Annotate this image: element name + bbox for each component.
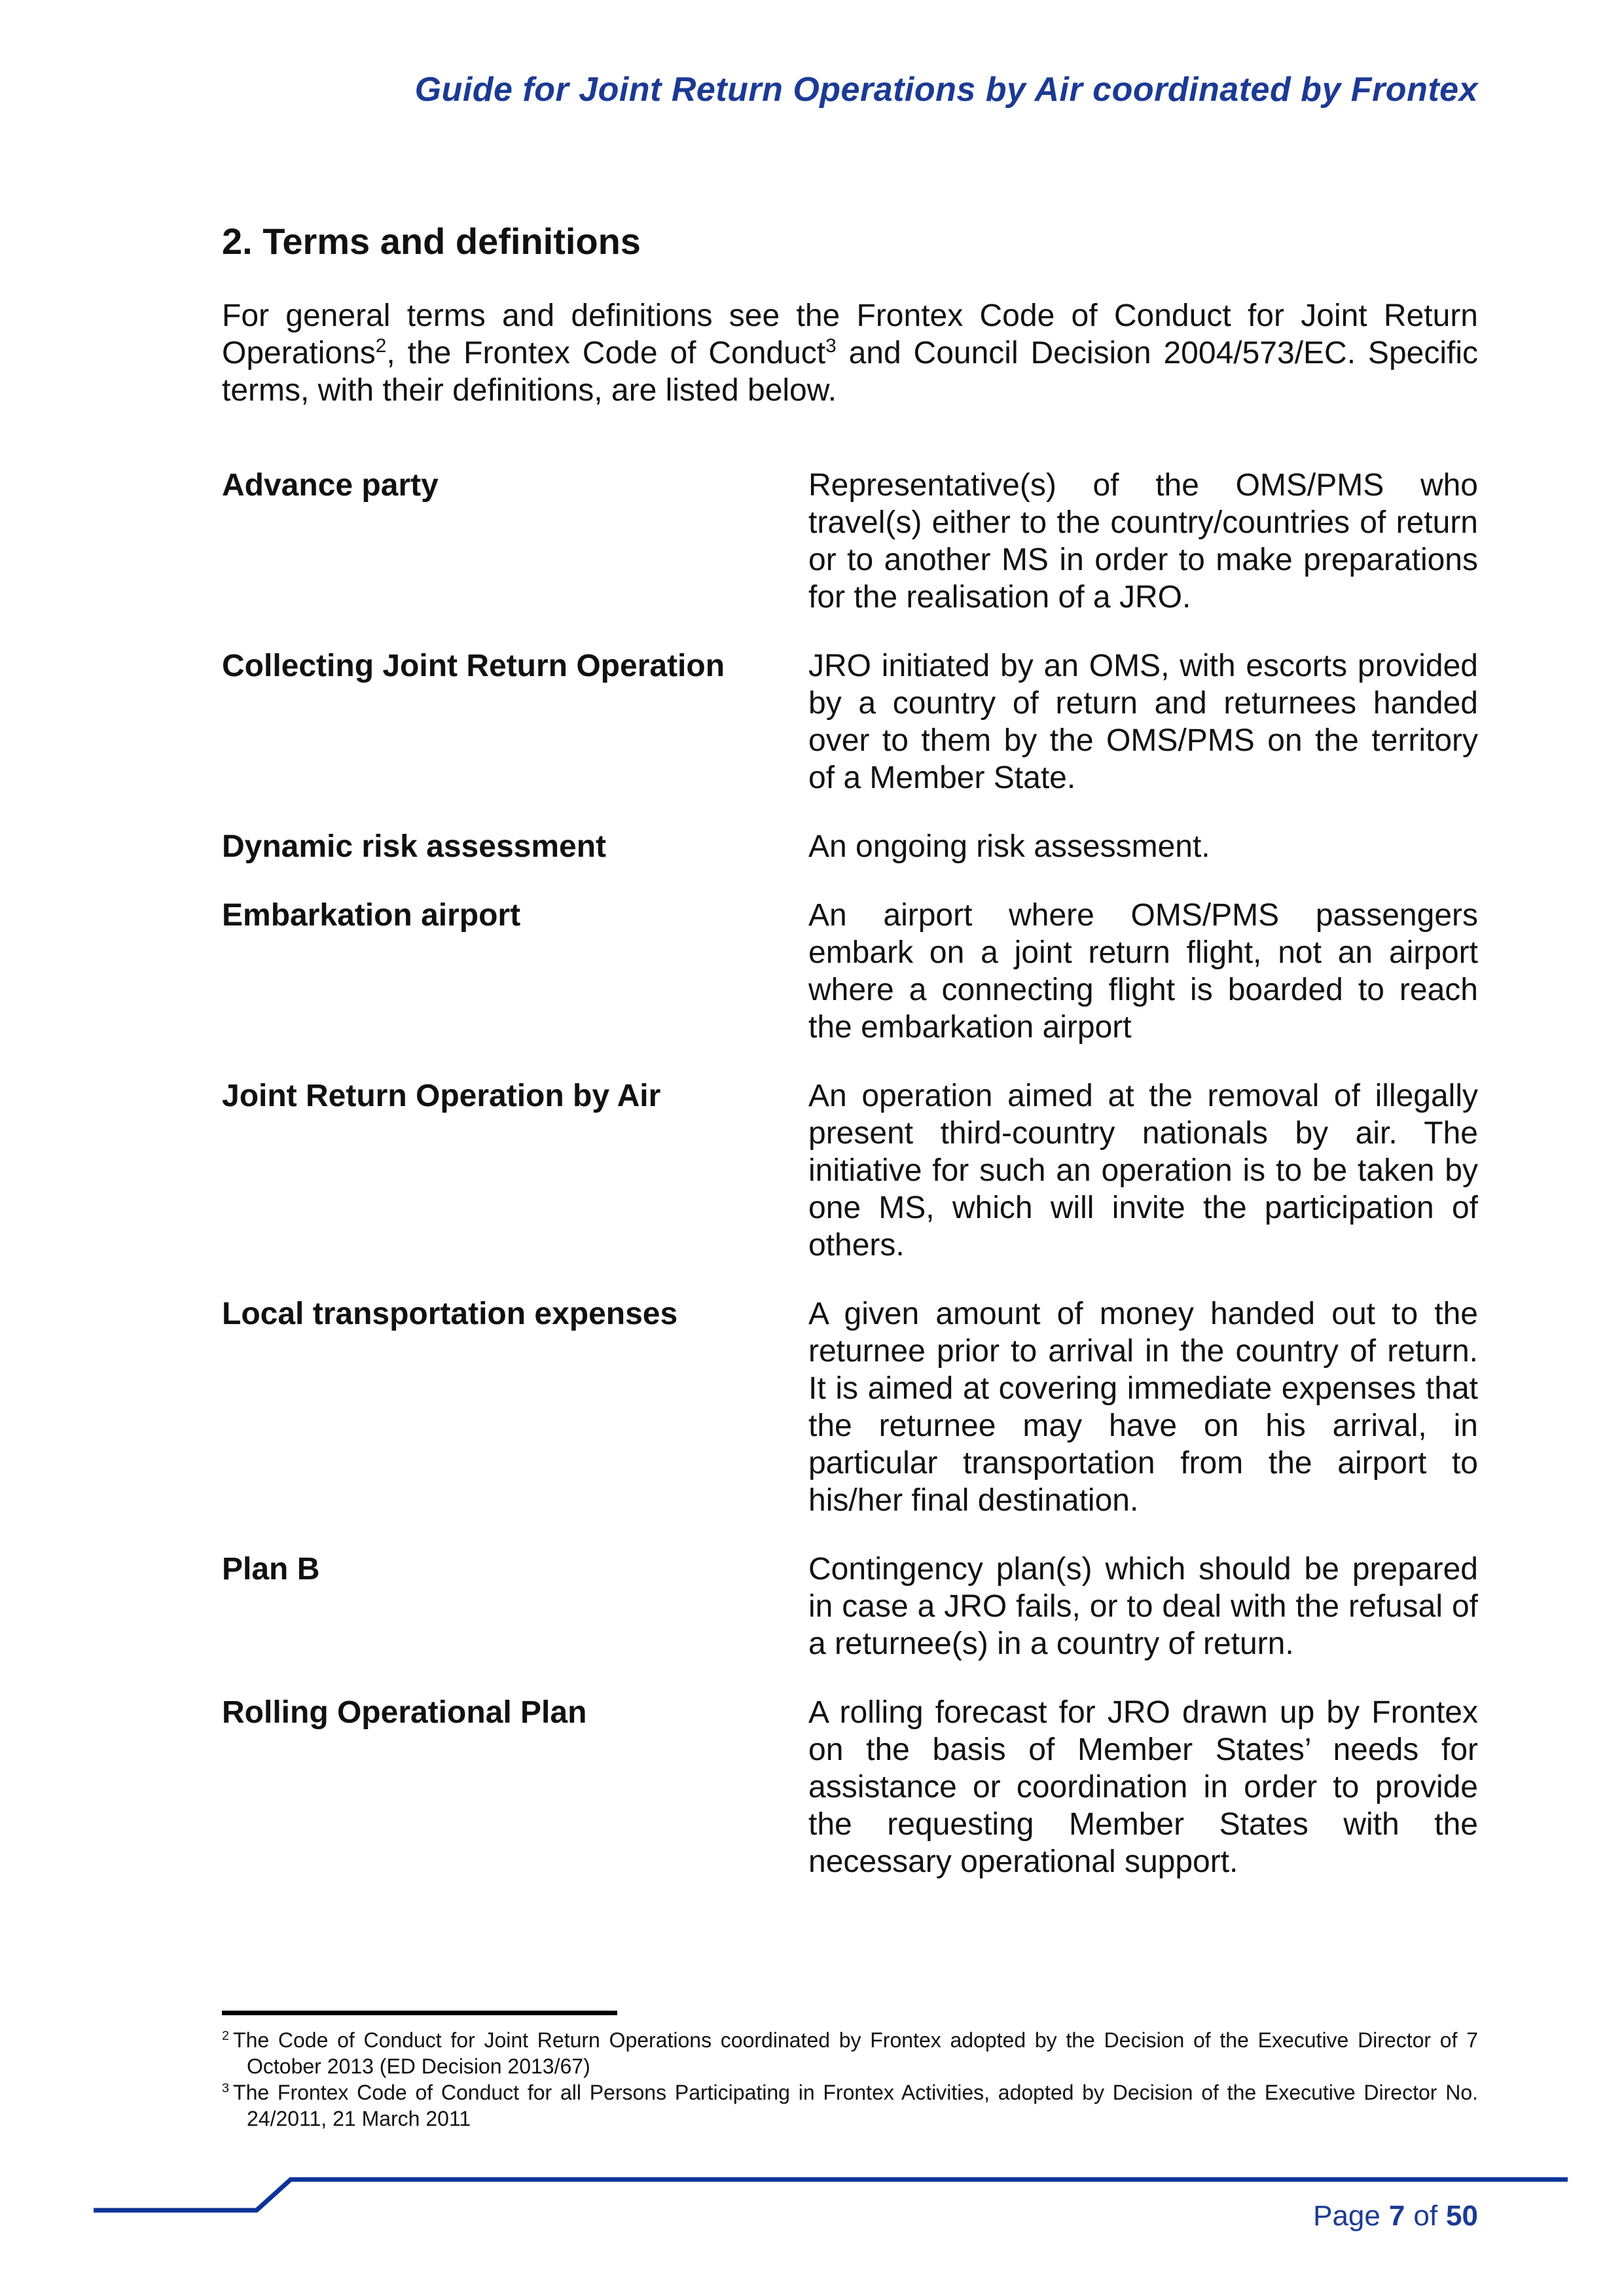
term-name: Dynamic risk assessment (222, 829, 607, 864)
section-heading: 2. Terms and definitions (222, 221, 641, 262)
header-title: Guide for Joint Return Operations by Air coordinated by Frontex (414, 71, 1478, 109)
terms-list (222, 467, 1478, 1880)
term-definition: An operation aimed at the removal of illegally present third-country nationals by air. The initiative for such an operation is to be taken by one MS, which will invite the participation of others. (808, 1079, 1478, 1263)
term-definition: Contingency plan(s) which should be prepared in case a JRO fails, or to deal with the refusal of a returnee(s) in a country of return. (808, 1552, 1478, 1661)
term-name: Plan B (222, 1552, 320, 1587)
page-number-value: 7 (1388, 2200, 1405, 2232)
footnote-ref-3: 3 (825, 335, 837, 357)
page-number (1313, 2199, 1478, 2233)
page-header (222, 69, 1478, 110)
term-row (222, 828, 1478, 865)
footnote-separator-line (222, 2011, 617, 2015)
intro-text-2: , the Frontex Code of Conduct (386, 336, 826, 370)
term-row (222, 897, 1478, 1046)
footnote (222, 2027, 1478, 2079)
page-label: Page (1313, 2200, 1380, 2232)
term-name: Embarkation airport (222, 898, 521, 933)
term-row (222, 1295, 1478, 1519)
term-name: Rolling Operational Plan (222, 1695, 587, 1730)
intro-text-3: and Council Decision 2004/573/EC. Specific terms, with their definitions, are listed below. (222, 336, 1479, 408)
footnote-marker: 2 (222, 2028, 230, 2043)
term-row (222, 1077, 1478, 1264)
footnotes-section (222, 2011, 1478, 2132)
term-definition: An airport where OMS/PMS passengers embark on a joint return flight, not an airport where a connecting flight is boarded to reach the embarkation airport (808, 898, 1478, 1045)
term-definition: An ongoing risk assessment. (808, 829, 1210, 864)
term-name: Collecting Joint Return Operation (222, 649, 725, 683)
term-row (222, 1551, 1478, 1662)
term-definition: JRO initiated by an OMS, with escorts provided by a country of return and returnees handed over to them by the OMS/PMS on the territory of a Member State. (808, 649, 1478, 795)
page-total-value: 50 (1446, 2200, 1478, 2232)
term-row (222, 1694, 1478, 1880)
term-row (222, 467, 1478, 616)
term-definition: A rolling forecast for JRO drawn up by Frontex on the basis of Member States’ needs for assistance or coordination in order to provide the requesting Member States with the necessary operational support. (808, 1695, 1478, 1879)
term-name: Advance party (222, 468, 439, 503)
term-name: Joint Return Operation by Air (222, 1079, 661, 1113)
term-name: Local transportation expenses (222, 1297, 678, 1331)
footnote-ref-2: 2 (375, 335, 387, 357)
footnote (222, 2079, 1478, 2132)
intro-paragraph (222, 297, 1478, 409)
term-definition: Representative(s) of the OMS/PMS who travel(s) either to the country/countries of return or to another MS in order to make preparations for the realisation of a JRO. (808, 468, 1478, 615)
intro-text-1: For general terms and definitions see the Frontex Code of Conduct for Joint Return Operations (222, 298, 1478, 370)
footnote-marker: 3 (222, 2081, 230, 2096)
term-definition: A given amount of money handed out to the returnee prior to arrival in the country of return. It is aimed at covering immediate expenses that the returnee may have on his arrival, in particular transportation from the airport to his/her final destination. (808, 1297, 1478, 1518)
footnote-text: The Frontex Code of Conduct for all Persons Participating in Frontex Activities, adopted by Decision of the Executive Director No. 24/2011, 21 March 2011 (233, 2081, 1478, 2130)
of-label: of (1413, 2200, 1438, 2232)
footnote-text: The Code of Conduct for Joint Return Operations coordinated by Frontex adopted by the Decision of the Executive Director of 7 October 2013 (ED Decision 2013/67) (233, 2028, 1478, 2078)
term-row (222, 647, 1478, 797)
